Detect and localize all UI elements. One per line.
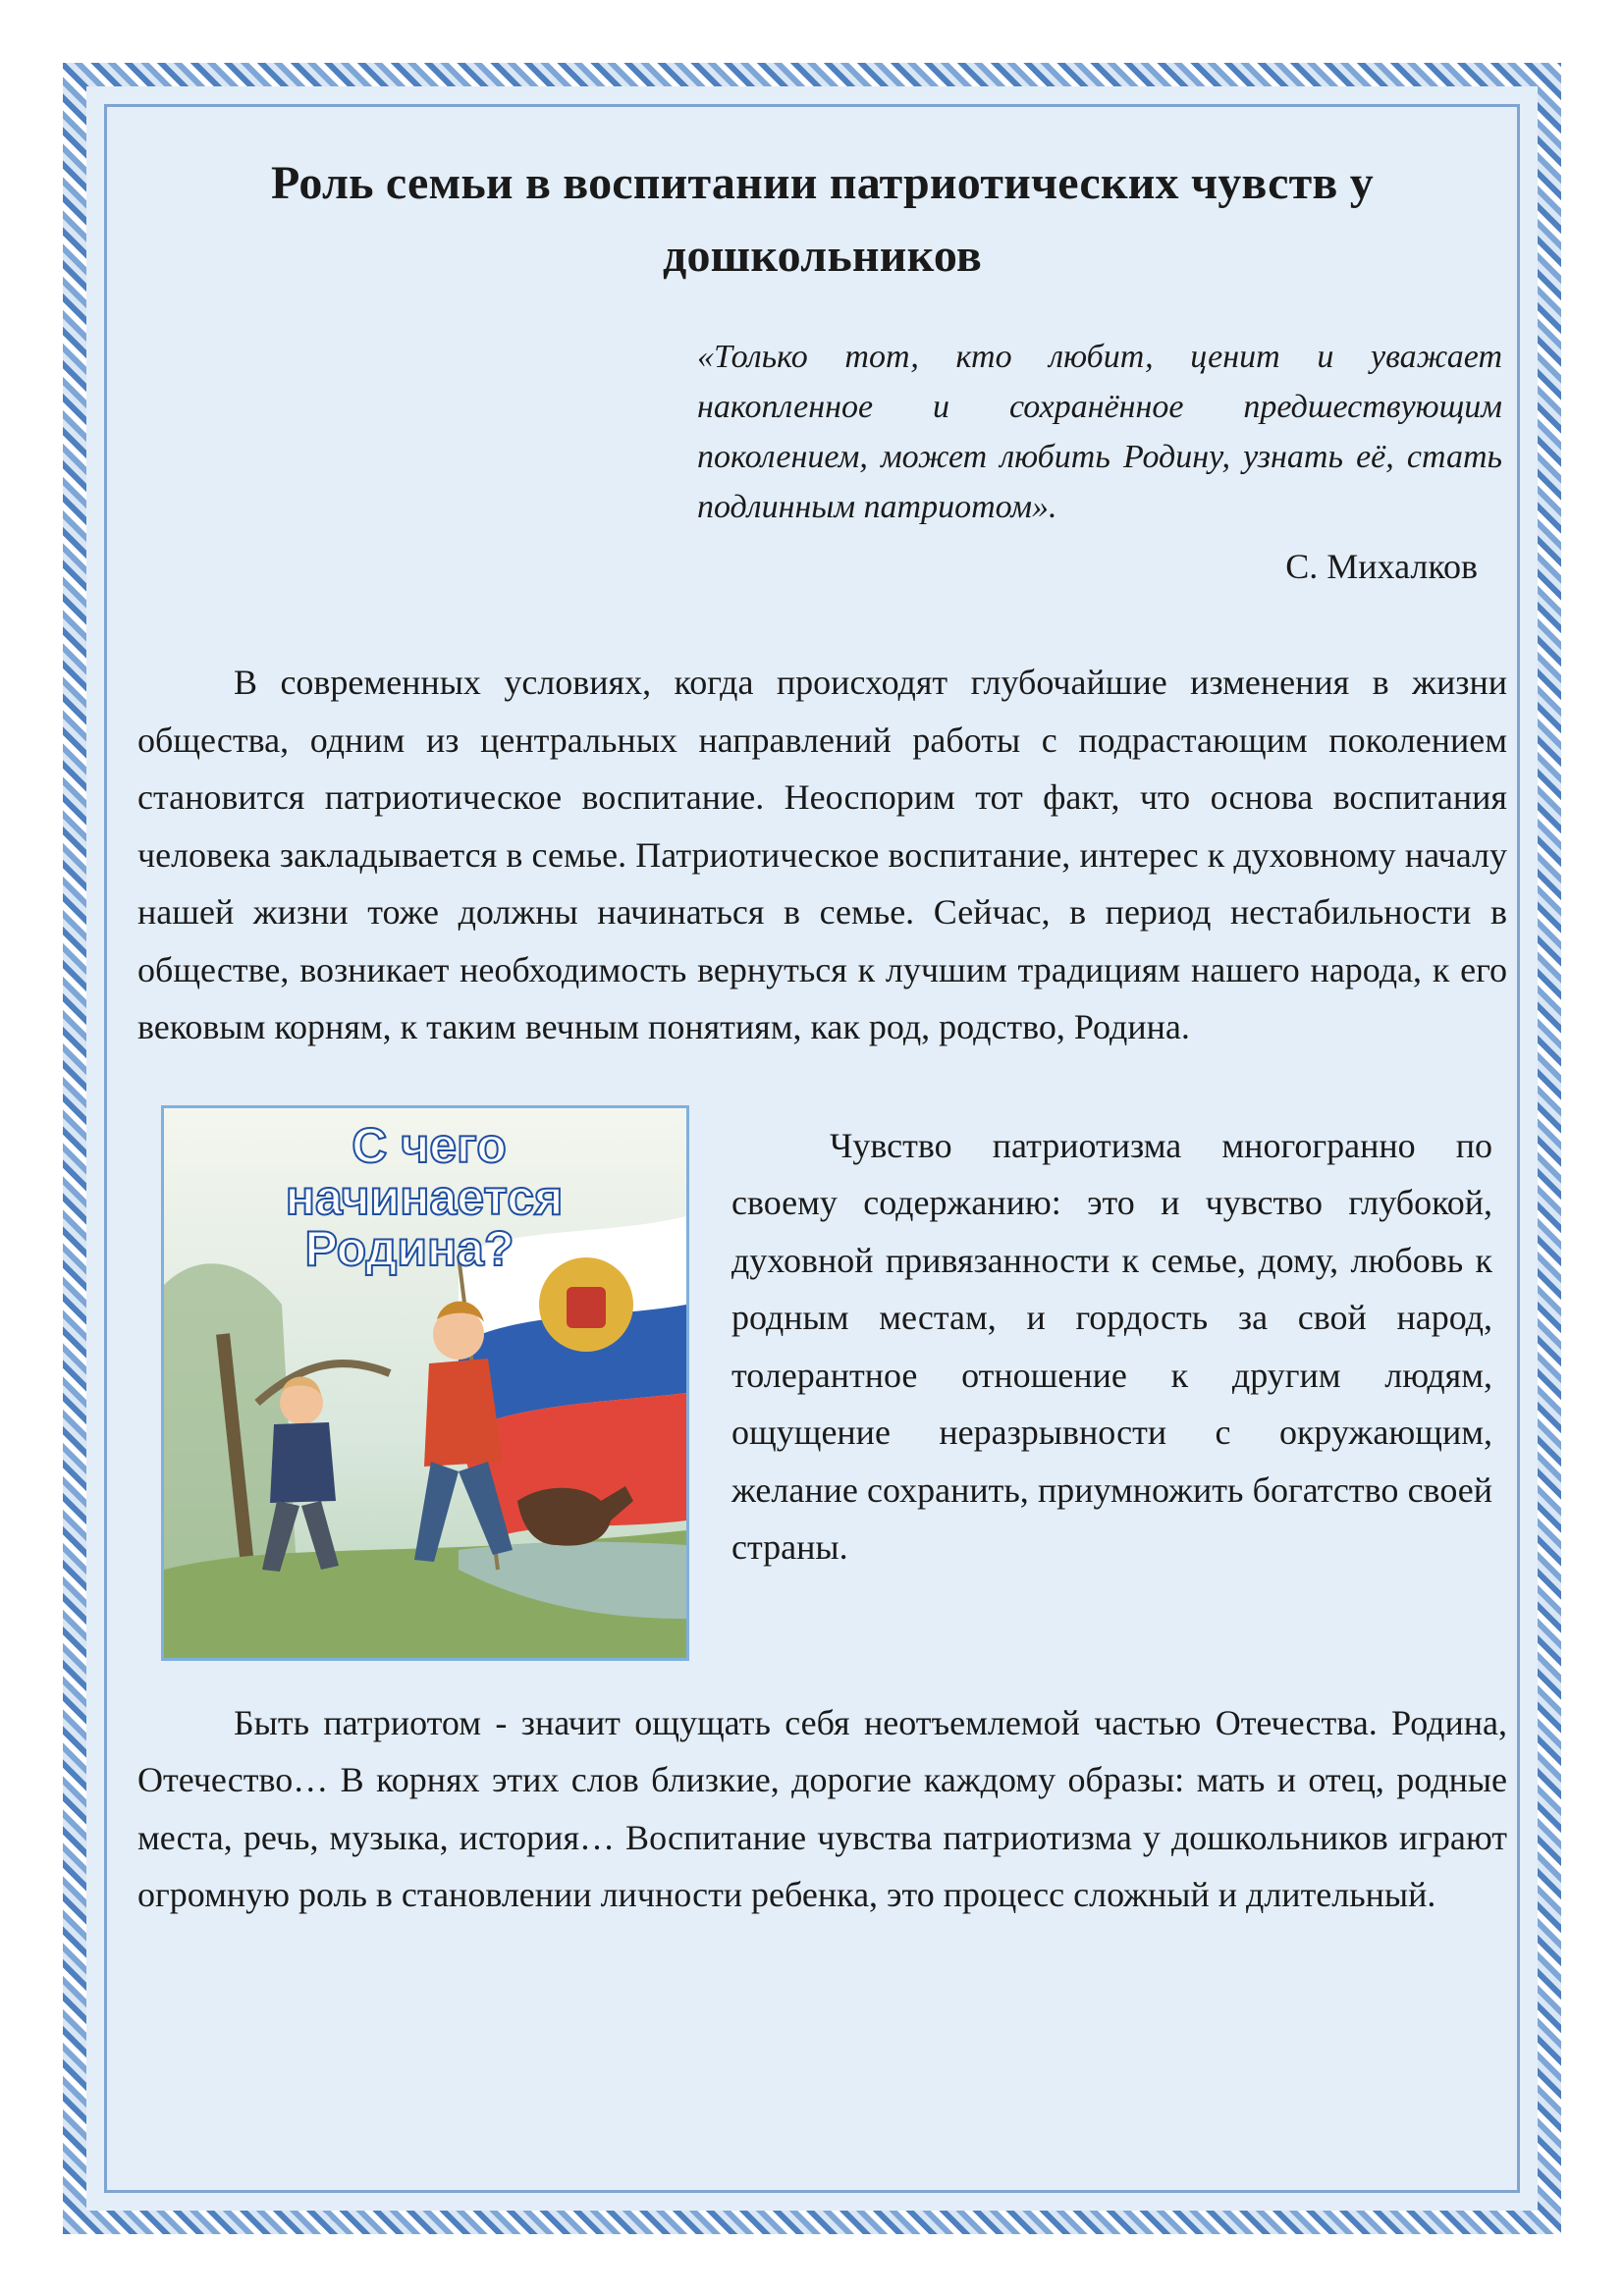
cover-title-line-1: С чего	[352, 1117, 507, 1173]
book-cover-illustration	[161, 1105, 689, 1661]
document-content	[137, 147, 1507, 1924]
paragraph-conclusion: Быть патриотом - значит ощущать себя неотъемлемой частью Отечества. Родина, Отечество… В корнях этих слов близкие, дорогие каждому образы: мать и отец, родные места, речь, музыка, история… Воспитание чувства патриотизма у дошкольников играют огромную роль в становлении личности ребенка, это процесс сложный и длительный.	[137, 1702, 1507, 1914]
page-title: Роль семьи в воспитании патриотических чувств у дошкольников	[271, 157, 1374, 282]
cover-title-line-2: начинается	[285, 1169, 564, 1225]
paragraph-patriotism: Чувство патриотизма многогранно по своему содержанию: это и чувство глубокой, духовной привязанности к семье, дому, любовь к родным местам, и гордость за свой народ, толерантное отношение к другим людям, ощущение неразрывности с окружающим, желание сохранить, приумножить богатство своей страны.	[731, 1125, 1492, 1567]
paragraph-intro: В современных условиях, когда происходят глубочайшие изменения в жизни общества, одним из центральных направлений работы с подрастающим поколением становится патриотическое воспитание. Неоспорим тот факт, что основа воспитания человека закладывается в семье. Патриотическое воспитание, интерес к духовному началу нашей жизни тоже должны начинаться в семье. Сейчас, в период нестабильности в обществе, возникает необходимость вернуться к лучшим традициям нашего народа, к его вековым корням, к таким вечным понятиям, как род, родство, Родина.	[137, 663, 1507, 1046]
epigraph-quote: «Только тот, кто любит, ценит и уважает накопленное и сохранённое предшествующим поколением, может любить Родину, узнать её, стать подлинным патриотом».	[697, 339, 1502, 525]
illustrated-section	[137, 1105, 1507, 1665]
cover-title-line-3: Родина?	[304, 1220, 514, 1276]
epigraph-author: С. Михалков	[1285, 547, 1478, 586]
